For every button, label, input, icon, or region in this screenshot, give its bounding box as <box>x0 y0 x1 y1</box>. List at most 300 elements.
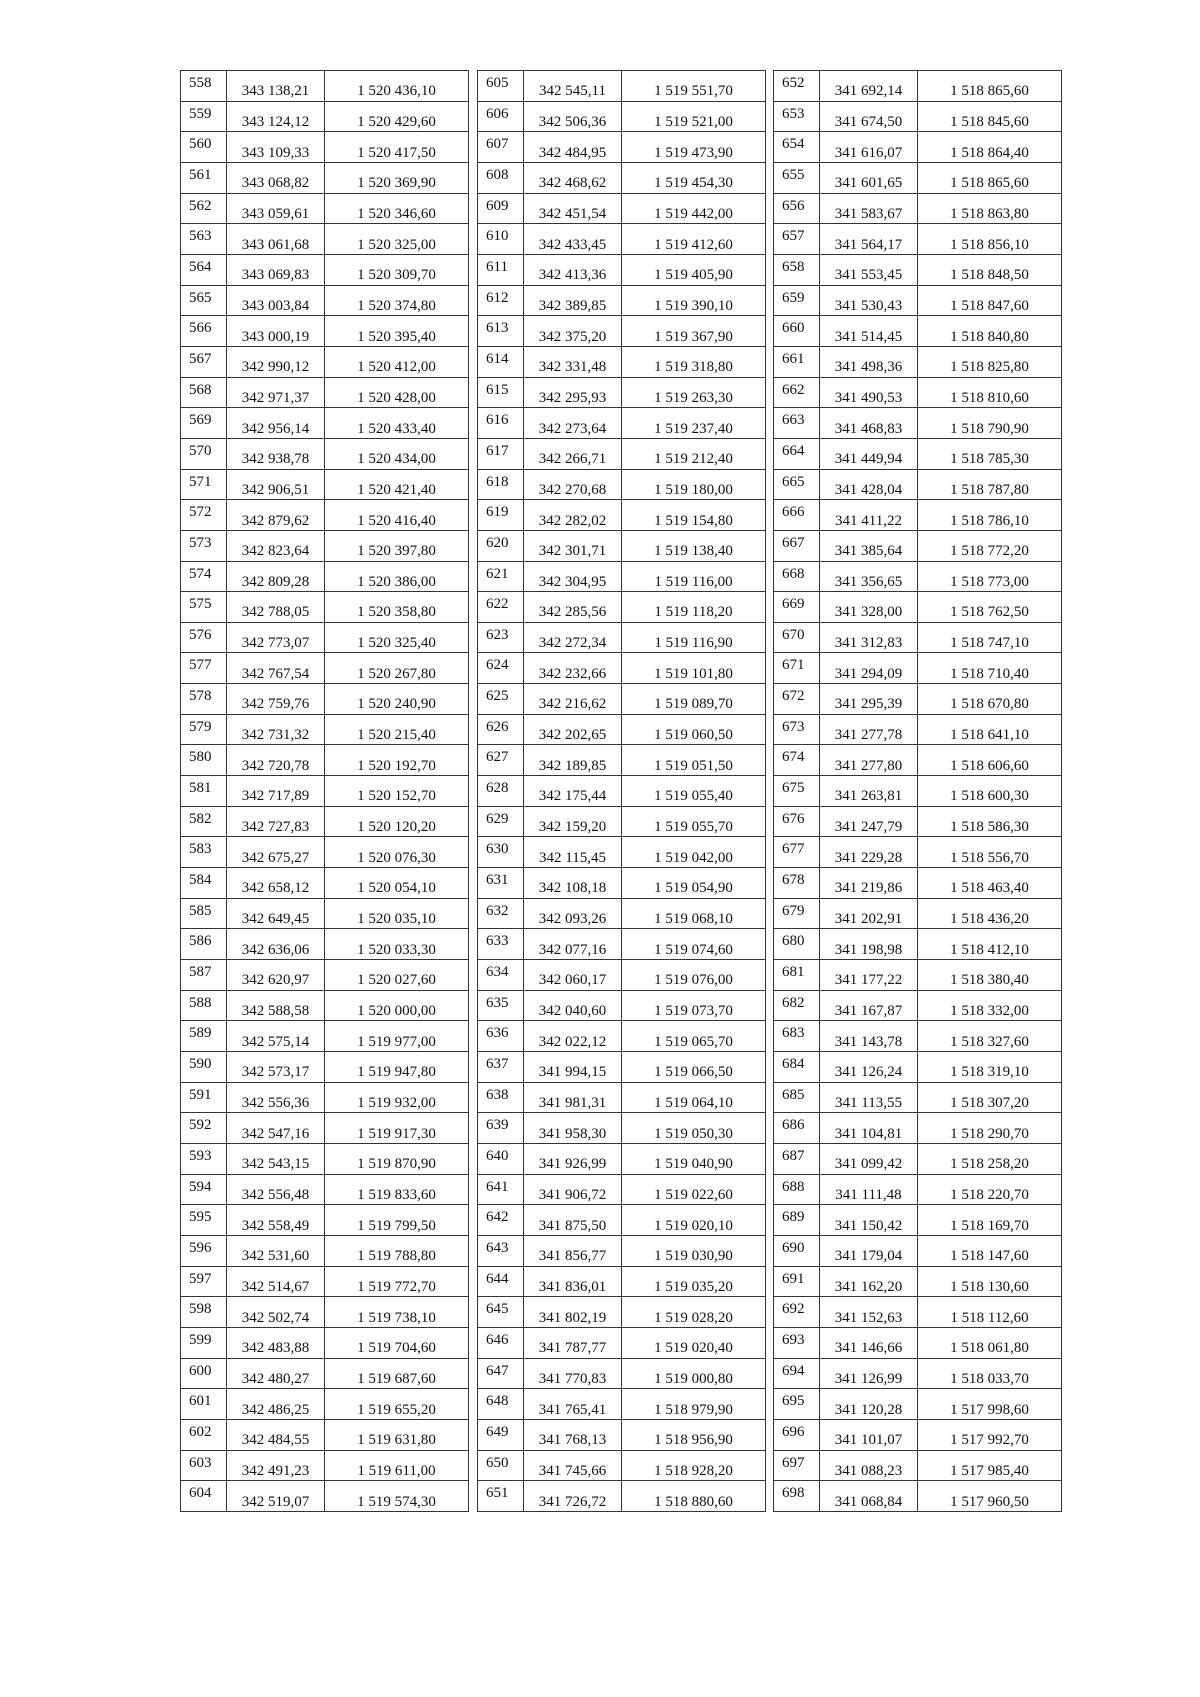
table-row <box>181 316 469 347</box>
point-number-cell: 604 <box>181 1481 227 1512</box>
x-coordinate-cell: 341 219,86 <box>820 868 918 899</box>
x-coordinate-cell: 342 375,20 <box>524 316 622 347</box>
y-coordinate-cell: 1 518 258,20 <box>918 1143 1062 1174</box>
x-coordinate-cell: 341 836,01 <box>524 1266 622 1297</box>
y-coordinate-cell: 1 518 840,80 <box>918 316 1062 347</box>
table-row <box>478 1358 766 1389</box>
x-coordinate-cell: 342 575,14 <box>227 1021 325 1052</box>
table-row <box>774 1052 1062 1083</box>
table-row <box>478 653 766 684</box>
table-row <box>774 1266 1062 1297</box>
point-number-cell: 637 <box>478 1052 524 1083</box>
table-row <box>181 837 469 868</box>
point-number-cell: 695 <box>774 1389 820 1420</box>
y-coordinate-cell: 1 519 051,50 <box>622 745 766 776</box>
table-row <box>181 132 469 163</box>
x-coordinate-cell: 343 138,21 <box>227 71 325 102</box>
y-coordinate-cell: 1 519 454,30 <box>622 162 766 193</box>
x-coordinate-cell: 342 558,49 <box>227 1205 325 1236</box>
y-coordinate-cell: 1 520 374,80 <box>325 285 469 316</box>
table-row <box>774 377 1062 408</box>
point-number-cell: 605 <box>478 71 524 102</box>
y-coordinate-cell: 1 520 325,40 <box>325 622 469 653</box>
point-number-cell: 623 <box>478 622 524 653</box>
table-row <box>478 837 766 868</box>
y-coordinate-cell: 1 518 810,60 <box>918 377 1062 408</box>
x-coordinate-cell: 341 926,99 <box>524 1143 622 1174</box>
point-number-cell: 606 <box>478 101 524 132</box>
y-coordinate-cell: 1 519 028,20 <box>622 1297 766 1328</box>
y-coordinate-cell: 1 518 928,20 <box>622 1450 766 1481</box>
x-coordinate-cell: 341 247,79 <box>820 806 918 837</box>
table-row <box>181 469 469 500</box>
table-row <box>181 561 469 592</box>
table-row <box>774 101 1062 132</box>
table-row <box>181 1205 469 1236</box>
table-row <box>181 1143 469 1174</box>
y-coordinate-cell: 1 517 960,50 <box>918 1481 1062 1512</box>
table-row <box>181 1327 469 1358</box>
table-row <box>478 285 766 316</box>
y-coordinate-cell: 1 520 120,20 <box>325 806 469 837</box>
x-coordinate-cell: 341 770,83 <box>524 1358 622 1389</box>
point-number-cell: 577 <box>181 653 227 684</box>
y-coordinate-cell: 1 519 318,80 <box>622 346 766 377</box>
point-number-cell: 626 <box>478 714 524 745</box>
point-number-cell: 692 <box>774 1297 820 1328</box>
y-coordinate-cell: 1 519 367,90 <box>622 316 766 347</box>
table-row <box>478 1205 766 1236</box>
x-coordinate-cell: 341 104,81 <box>820 1113 918 1144</box>
table-row <box>478 1052 766 1083</box>
table-row <box>774 71 1062 102</box>
x-coordinate-cell: 342 547,16 <box>227 1113 325 1144</box>
x-coordinate-cell: 342 720,78 <box>227 745 325 776</box>
y-coordinate-cell: 1 518 556,70 <box>918 837 1062 868</box>
x-coordinate-cell: 341 449,94 <box>820 438 918 469</box>
point-number-cell: 696 <box>774 1419 820 1450</box>
x-coordinate-cell: 342 727,83 <box>227 806 325 837</box>
y-coordinate-cell: 1 520 192,70 <box>325 745 469 776</box>
point-number-cell: 616 <box>478 408 524 439</box>
x-coordinate-cell: 342 823,64 <box>227 530 325 561</box>
x-coordinate-cell: 341 113,55 <box>820 1082 918 1113</box>
point-number-cell: 574 <box>181 561 227 592</box>
y-coordinate-cell: 1 519 977,00 <box>325 1021 469 1052</box>
point-number-cell: 638 <box>478 1082 524 1113</box>
point-number-cell: 634 <box>478 960 524 991</box>
x-coordinate-cell: 341 787,77 <box>524 1327 622 1358</box>
y-coordinate-cell: 1 518 290,70 <box>918 1113 1062 1144</box>
y-coordinate-cell: 1 520 309,70 <box>325 254 469 285</box>
y-coordinate-cell: 1 519 074,60 <box>622 929 766 960</box>
table-row <box>181 1174 469 1205</box>
table-row <box>774 837 1062 868</box>
x-coordinate-cell: 341 726,72 <box>524 1481 622 1512</box>
x-coordinate-cell: 342 301,71 <box>524 530 622 561</box>
point-number-cell: 575 <box>181 592 227 623</box>
x-coordinate-cell: 341 146,66 <box>820 1327 918 1358</box>
point-number-cell: 621 <box>478 561 524 592</box>
x-coordinate-cell: 342 468,62 <box>524 162 622 193</box>
point-number-cell: 564 <box>181 254 227 285</box>
x-coordinate-cell: 341 490,53 <box>820 377 918 408</box>
x-coordinate-cell: 342 573,17 <box>227 1052 325 1083</box>
point-number-cell: 560 <box>181 132 227 163</box>
table-row <box>774 1082 1062 1113</box>
y-coordinate-cell: 1 519 060,50 <box>622 714 766 745</box>
point-number-cell: 602 <box>181 1419 227 1450</box>
table-row <box>181 162 469 193</box>
y-coordinate-cell: 1 518 785,30 <box>918 438 1062 469</box>
table-row <box>181 1235 469 1266</box>
table-row <box>478 1113 766 1144</box>
y-coordinate-cell: 1 519 000,80 <box>622 1358 766 1389</box>
y-coordinate-cell: 1 519 655,20 <box>325 1389 469 1420</box>
point-number-cell: 610 <box>478 224 524 255</box>
y-coordinate-cell: 1 519 870,90 <box>325 1143 469 1174</box>
table-row <box>181 1266 469 1297</box>
x-coordinate-cell: 342 413,36 <box>524 254 622 285</box>
table-row <box>478 1174 766 1205</box>
x-coordinate-cell: 343 109,33 <box>227 132 325 163</box>
point-number-cell: 582 <box>181 806 227 837</box>
table-row <box>181 653 469 684</box>
y-coordinate-cell: 1 518 332,00 <box>918 990 1062 1021</box>
y-coordinate-cell: 1 519 118,20 <box>622 592 766 623</box>
table-row <box>181 101 469 132</box>
table-row <box>774 1205 1062 1236</box>
point-number-cell: 660 <box>774 316 820 347</box>
x-coordinate-cell: 342 022,12 <box>524 1021 622 1052</box>
y-coordinate-cell: 1 519 030,90 <box>622 1235 766 1266</box>
point-number-cell: 666 <box>774 500 820 531</box>
y-coordinate-cell: 1 519 089,70 <box>622 684 766 715</box>
x-coordinate-cell: 342 175,44 <box>524 776 622 807</box>
point-number-cell: 583 <box>181 837 227 868</box>
y-coordinate-cell: 1 520 428,00 <box>325 377 469 408</box>
table-row <box>774 162 1062 193</box>
table-row <box>774 193 1062 224</box>
point-number-cell: 580 <box>181 745 227 776</box>
point-number-cell: 586 <box>181 929 227 960</box>
table-row <box>774 1327 1062 1358</box>
point-number-cell: 589 <box>181 1021 227 1052</box>
table-row <box>774 1419 1062 1450</box>
x-coordinate-cell: 343 061,68 <box>227 224 325 255</box>
point-number-cell: 659 <box>774 285 820 316</box>
y-coordinate-cell: 1 519 050,30 <box>622 1113 766 1144</box>
y-coordinate-cell: 1 518 220,70 <box>918 1174 1062 1205</box>
table-row <box>181 1082 469 1113</box>
x-coordinate-cell: 341 498,36 <box>820 346 918 377</box>
x-coordinate-cell: 341 295,39 <box>820 684 918 715</box>
y-coordinate-cell: 1 518 865,60 <box>918 71 1062 102</box>
point-number-cell: 679 <box>774 898 820 929</box>
y-coordinate-cell: 1 518 747,10 <box>918 622 1062 653</box>
y-coordinate-cell: 1 518 865,60 <box>918 162 1062 193</box>
x-coordinate-cell: 341 120,28 <box>820 1389 918 1420</box>
x-coordinate-cell: 342 189,85 <box>524 745 622 776</box>
point-number-cell: 613 <box>478 316 524 347</box>
point-number-cell: 622 <box>478 592 524 623</box>
point-number-cell: 578 <box>181 684 227 715</box>
point-number-cell: 693 <box>774 1327 820 1358</box>
y-coordinate-cell: 1 518 847,60 <box>918 285 1062 316</box>
point-number-cell: 658 <box>774 254 820 285</box>
table-row <box>774 1450 1062 1481</box>
x-coordinate-cell: 341 385,64 <box>820 530 918 561</box>
point-number-cell: 657 <box>774 224 820 255</box>
x-coordinate-cell: 342 658,12 <box>227 868 325 899</box>
point-number-cell: 663 <box>774 408 820 439</box>
x-coordinate-cell: 342 649,45 <box>227 898 325 929</box>
table-row <box>181 193 469 224</box>
table-row <box>774 1358 1062 1389</box>
y-coordinate-cell: 1 518 600,30 <box>918 776 1062 807</box>
x-coordinate-cell: 341 126,24 <box>820 1052 918 1083</box>
point-number-cell: 690 <box>774 1235 820 1266</box>
table-row <box>774 1174 1062 1205</box>
y-coordinate-cell: 1 519 064,10 <box>622 1082 766 1113</box>
x-coordinate-cell: 342 266,71 <box>524 438 622 469</box>
point-number-cell: 561 <box>181 162 227 193</box>
x-coordinate-cell: 342 556,36 <box>227 1082 325 1113</box>
table-row <box>478 745 766 776</box>
x-coordinate-cell: 342 202,65 <box>524 714 622 745</box>
table-row <box>478 101 766 132</box>
x-coordinate-cell: 342 480,27 <box>227 1358 325 1389</box>
y-coordinate-cell: 1 517 998,60 <box>918 1389 1062 1420</box>
point-number-cell: 691 <box>774 1266 820 1297</box>
point-number-cell: 603 <box>181 1450 227 1481</box>
y-coordinate-cell: 1 518 786,10 <box>918 500 1062 531</box>
table-row <box>478 684 766 715</box>
point-number-cell: 629 <box>478 806 524 837</box>
x-coordinate-cell: 342 531,60 <box>227 1235 325 1266</box>
point-number-cell: 632 <box>478 898 524 929</box>
y-coordinate-cell: 1 519 065,70 <box>622 1021 766 1052</box>
y-coordinate-cell: 1 518 319,10 <box>918 1052 1062 1083</box>
y-coordinate-cell: 1 519 917,30 <box>325 1113 469 1144</box>
point-number-cell: 562 <box>181 193 227 224</box>
y-coordinate-cell: 1 519 521,00 <box>622 101 766 132</box>
y-coordinate-cell: 1 518 762,50 <box>918 592 1062 623</box>
point-number-cell: 609 <box>478 193 524 224</box>
x-coordinate-cell: 342 060,17 <box>524 960 622 991</box>
y-coordinate-cell: 1 520 421,40 <box>325 469 469 500</box>
point-number-cell: 630 <box>478 837 524 868</box>
point-number-cell: 681 <box>774 960 820 991</box>
table-row <box>478 960 766 991</box>
y-coordinate-cell: 1 519 738,10 <box>325 1297 469 1328</box>
x-coordinate-cell: 342 491,23 <box>227 1450 325 1481</box>
x-coordinate-cell: 341 111,48 <box>820 1174 918 1205</box>
table-row <box>478 990 766 1021</box>
x-coordinate-cell: 343 124,12 <box>227 101 325 132</box>
y-coordinate-cell: 1 520 358,80 <box>325 592 469 623</box>
y-coordinate-cell: 1 518 956,90 <box>622 1419 766 1450</box>
y-coordinate-cell: 1 520 369,90 <box>325 162 469 193</box>
point-number-cell: 567 <box>181 346 227 377</box>
table-row <box>774 745 1062 776</box>
y-coordinate-cell: 1 519 442,00 <box>622 193 766 224</box>
table-row <box>774 254 1062 285</box>
x-coordinate-cell: 342 484,55 <box>227 1419 325 1450</box>
y-coordinate-cell: 1 520 215,40 <box>325 714 469 745</box>
y-coordinate-cell: 1 519 068,10 <box>622 898 766 929</box>
point-number-cell: 643 <box>478 1235 524 1266</box>
y-coordinate-cell: 1 519 574,30 <box>325 1481 469 1512</box>
y-coordinate-cell: 1 519 116,00 <box>622 561 766 592</box>
y-coordinate-cell: 1 519 390,10 <box>622 285 766 316</box>
table-row <box>774 408 1062 439</box>
table-row <box>181 898 469 929</box>
y-coordinate-cell: 1 520 033,30 <box>325 929 469 960</box>
y-coordinate-cell: 1 518 130,60 <box>918 1266 1062 1297</box>
x-coordinate-cell: 341 099,42 <box>820 1143 918 1174</box>
y-coordinate-cell: 1 519 212,40 <box>622 438 766 469</box>
table-row <box>181 224 469 255</box>
x-coordinate-cell: 342 331,48 <box>524 346 622 377</box>
y-coordinate-cell: 1 519 154,80 <box>622 500 766 531</box>
table-row <box>774 622 1062 653</box>
table-row <box>774 1389 1062 1420</box>
table-row <box>181 377 469 408</box>
x-coordinate-cell: 342 956,14 <box>227 408 325 439</box>
point-number-cell: 598 <box>181 1297 227 1328</box>
coordinates-table-1 <box>180 70 469 1512</box>
point-number-cell: 672 <box>774 684 820 715</box>
point-number-cell: 614 <box>478 346 524 377</box>
x-coordinate-cell: 341 564,17 <box>820 224 918 255</box>
y-coordinate-cell: 1 518 856,10 <box>918 224 1062 255</box>
x-coordinate-cell: 341 328,00 <box>820 592 918 623</box>
x-coordinate-cell: 341 162,20 <box>820 1266 918 1297</box>
x-coordinate-cell: 341 198,98 <box>820 929 918 960</box>
table-row <box>181 500 469 531</box>
x-coordinate-cell: 342 483,88 <box>227 1327 325 1358</box>
point-number-cell: 667 <box>774 530 820 561</box>
table-row <box>478 132 766 163</box>
y-coordinate-cell: 1 519 611,00 <box>325 1450 469 1481</box>
point-number-cell: 680 <box>774 929 820 960</box>
table-row <box>478 898 766 929</box>
point-number-cell: 591 <box>181 1082 227 1113</box>
y-coordinate-cell: 1 520 027,60 <box>325 960 469 991</box>
y-coordinate-cell: 1 519 772,70 <box>325 1266 469 1297</box>
y-coordinate-cell: 1 520 436,10 <box>325 71 469 102</box>
x-coordinate-cell: 342 773,07 <box>227 622 325 653</box>
table-row <box>774 684 1062 715</box>
point-number-cell: 697 <box>774 1450 820 1481</box>
x-coordinate-cell: 342 717,89 <box>227 776 325 807</box>
x-coordinate-cell: 341 601,65 <box>820 162 918 193</box>
point-number-cell: 572 <box>181 500 227 531</box>
table-row <box>478 1143 766 1174</box>
x-coordinate-cell: 342 216,62 <box>524 684 622 715</box>
point-number-cell: 645 <box>478 1297 524 1328</box>
point-number-cell: 593 <box>181 1143 227 1174</box>
point-number-cell: 664 <box>774 438 820 469</box>
y-coordinate-cell: 1 518 848,50 <box>918 254 1062 285</box>
x-coordinate-cell: 341 152,63 <box>820 1297 918 1328</box>
x-coordinate-cell: 342 556,48 <box>227 1174 325 1205</box>
point-number-cell: 662 <box>774 377 820 408</box>
x-coordinate-cell: 342 272,34 <box>524 622 622 653</box>
y-coordinate-cell: 1 518 147,60 <box>918 1235 1062 1266</box>
point-number-cell: 674 <box>774 745 820 776</box>
y-coordinate-cell: 1 518 606,60 <box>918 745 1062 776</box>
table-row <box>478 224 766 255</box>
point-number-cell: 573 <box>181 530 227 561</box>
x-coordinate-cell: 342 519,07 <box>227 1481 325 1512</box>
x-coordinate-cell: 342 971,37 <box>227 377 325 408</box>
y-coordinate-cell: 1 519 073,70 <box>622 990 766 1021</box>
x-coordinate-cell: 341 277,80 <box>820 745 918 776</box>
y-coordinate-cell: 1 518 825,80 <box>918 346 1062 377</box>
table-row <box>181 346 469 377</box>
y-coordinate-cell: 1 519 066,50 <box>622 1052 766 1083</box>
point-number-cell: 592 <box>181 1113 227 1144</box>
table-row <box>774 714 1062 745</box>
table-row <box>774 561 1062 592</box>
table-row <box>478 776 766 807</box>
y-coordinate-cell: 1 518 327,60 <box>918 1021 1062 1052</box>
y-coordinate-cell: 1 518 845,60 <box>918 101 1062 132</box>
table-row <box>478 1450 766 1481</box>
x-coordinate-cell: 342 232,66 <box>524 653 622 684</box>
table-row <box>181 254 469 285</box>
point-number-cell: 687 <box>774 1143 820 1174</box>
table-row <box>774 224 1062 255</box>
x-coordinate-cell: 341 143,78 <box>820 1021 918 1052</box>
y-coordinate-cell: 1 519 799,50 <box>325 1205 469 1236</box>
y-coordinate-cell: 1 519 055,70 <box>622 806 766 837</box>
y-coordinate-cell: 1 518 863,80 <box>918 193 1062 224</box>
table-row <box>774 868 1062 899</box>
point-number-cell: 625 <box>478 684 524 715</box>
x-coordinate-cell: 342 502,74 <box>227 1297 325 1328</box>
x-coordinate-cell: 342 282,02 <box>524 500 622 531</box>
point-number-cell: 646 <box>478 1327 524 1358</box>
table-row <box>774 776 1062 807</box>
y-coordinate-cell: 1 518 463,40 <box>918 868 1062 899</box>
point-number-cell: 612 <box>478 285 524 316</box>
table-row <box>774 898 1062 929</box>
x-coordinate-cell: 341 126,99 <box>820 1358 918 1389</box>
y-coordinate-cell: 1 519 020,40 <box>622 1327 766 1358</box>
y-coordinate-cell: 1 519 704,60 <box>325 1327 469 1358</box>
table-row <box>478 1481 766 1512</box>
x-coordinate-cell: 342 636,06 <box>227 929 325 960</box>
table-row <box>478 408 766 439</box>
table-row <box>478 592 766 623</box>
x-coordinate-cell: 341 616,07 <box>820 132 918 163</box>
point-number-cell: 585 <box>181 898 227 929</box>
point-number-cell: 650 <box>478 1450 524 1481</box>
table-row <box>181 622 469 653</box>
y-coordinate-cell: 1 517 985,40 <box>918 1450 1062 1481</box>
point-number-cell: 579 <box>181 714 227 745</box>
point-number-cell: 576 <box>181 622 227 653</box>
table-row <box>478 1235 766 1266</box>
y-coordinate-cell: 1 518 586,30 <box>918 806 1062 837</box>
x-coordinate-cell: 342 990,12 <box>227 346 325 377</box>
point-number-cell: 569 <box>181 408 227 439</box>
table-row <box>774 592 1062 623</box>
x-coordinate-cell: 341 553,45 <box>820 254 918 285</box>
